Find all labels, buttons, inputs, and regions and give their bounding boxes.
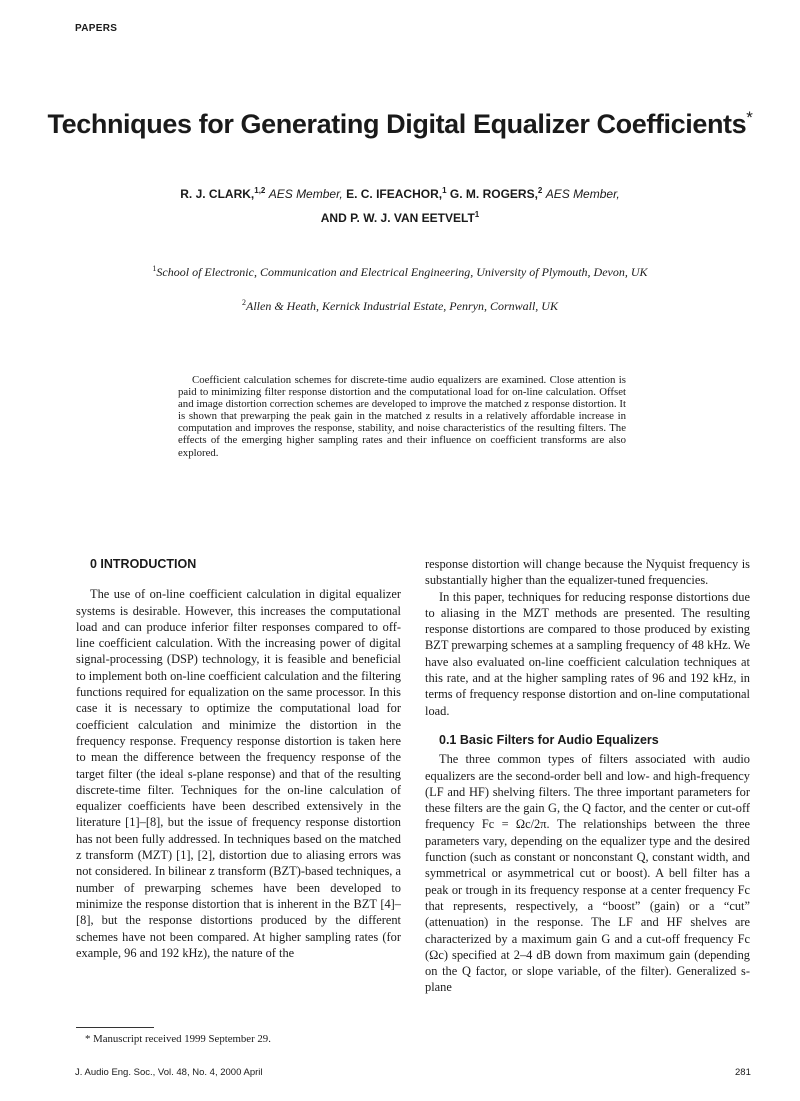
paragraph: response distortion will change because the Nyquist frequency is substantially higher than the equalizer-tuned frequencies. (425, 557, 750, 588)
author-affil-sup: 1 (474, 210, 480, 219)
paragraph: In this paper, techniques for reducing response distortions due to aliasing in the MZT methods are presented. The resulting response distortions are compared to those produced by existing BZT prewarping schemes at a sampling frequency of 48 kHz. We have also evaluated on-line coefficient calculation techniques at this rate, and at the higher sampling rates of 96 and 192 kHz, in terms of frequency response distortion and on-line computational load. (425, 589, 750, 718)
title-footnote-mark: * (746, 108, 753, 127)
author-line-2 (0, 210, 800, 225)
author-name: E. C. IFEACHOR, (346, 187, 443, 201)
author-membership: AES Member, (545, 187, 620, 201)
page-number: 281 (735, 1067, 751, 1078)
footnote-rule (76, 1027, 154, 1028)
affiliation-sup: 1 (152, 264, 157, 273)
section-heading-introduction: 0 INTRODUCTION (90, 557, 197, 571)
section-heading-basic-filters: 0.1 Basic Filters for Audio Equalizers (439, 732, 659, 747)
affiliation-2 (0, 298, 800, 314)
abstract: Coefficient calculation schemes for discrete-time audio equalizers are examined. Close attention is paid to minimizing filter response distortion and the computational load for on-line calculation. Offset and image distortion correction schemes are developed to improve the matched z response distortion. It is shown that prewarping the peak gain in the matched z results in a relatively affordable increase in computation and improves the response, stability, and noise characteristics of the resulting filters. The effects of the emerging higher sampling rates and their influence on coefficient transforms are also explored. (178, 374, 626, 459)
author-line-1 (0, 186, 800, 201)
footnote: * Manuscript received 1999 September 29. (85, 1033, 271, 1045)
author-membership: AES Member, (268, 187, 343, 201)
section-label: PAPERS (75, 23, 118, 34)
paper-title (0, 100, 800, 142)
author-affil-sup: 2 (537, 186, 543, 195)
author-name: R. J. CLARK, (180, 187, 255, 201)
author-affil-sup: 1 (442, 186, 447, 195)
author-name: G. M. ROGERS, (449, 187, 538, 201)
paper-title-text: Techniques for Generating Digital Equalizer Coefficients (47, 109, 747, 139)
paragraph: The three common types of filters associated with audio equalizers are the second-order bell and low- and high-frequency (LF and HF) shelving filters. The three important parameters for these filters are the gain G, the Q factor, and the center or cut-off frequency Fc = Ωc/2π. The relationships between the three parameters vary, depending on the equalizer type and the desired function (such as constant or nonconstant Q, constant width, and symmetrical or asymmetrical cut or boost). A bell filter has a peak or trough in its frequency response at a center frequency Fc that represents, respectively, a “boost” (gain) or a “cut” (attenuation) in the response. The LF and HF shelves are characterized by a maximum gain G and a cut-off frequency Fc (Ωc) specified at 2–4 dB down from maximum gain (depending on the Q factor, or slope variable, of the filter). Generalized s-plane (425, 752, 750, 995)
author-affil-sup: 1,2 (254, 186, 266, 195)
affiliation-text: School of Electronic, Communication and Electrical Engineering, University of Plymouth, Devon, UK (156, 265, 648, 279)
affiliation-text: Allen & Heath, Kernick Industrial Estate, Penryn, Cornwall, UK (246, 299, 558, 313)
journal-citation: J. Audio Eng. Soc., Vol. 48, No. 4, 2000 April (75, 1067, 263, 1078)
affiliation-sup: 2 (242, 298, 246, 307)
author-name: AND P. W. J. VAN EETVELT (320, 211, 475, 225)
paragraph: The use of on-line coefficient calculation in digital equalizer systems is desirable. However, this increases the computational load and can produce inferior filter responses compared to off-line coefficient calculation. With the increasing power of digital signal-processing (DSP) technology, it is feasible and beneficial to implement both on-line coefficient calculation and the filtering functions required for equalization on the same processor. In this case it is necessary to optimize the computational load for coefficient calculation and minimize the distortion in the frequency response. Frequency response distortion is taken here to mean the difference between the frequency response of the target filter (the ideal s-plane response) and that of the resulting discrete-time filter. Techniques for the on-line calculation of equalizer coefficients have been described extensively in the literature [1]–[8], but the issue of frequency response distortion has not been fully addressed. In techniques based on the matched z transform (MZT) [1], [2], distortion due to aliasing errors was not considered. In bilinear z transform (BZT)-based techniques, a number of prewarping schemes have been developed to minimize the response distortion that is inherent in the BZT [4]–[8], but the response distortions produced by the different schemes have not been compared. At higher sampling rates (for example, 96 and 192 kHz), the nature of the (76, 587, 401, 960)
left-column (76, 556, 401, 961)
right-column (425, 556, 750, 996)
affiliation-1 (0, 264, 800, 280)
